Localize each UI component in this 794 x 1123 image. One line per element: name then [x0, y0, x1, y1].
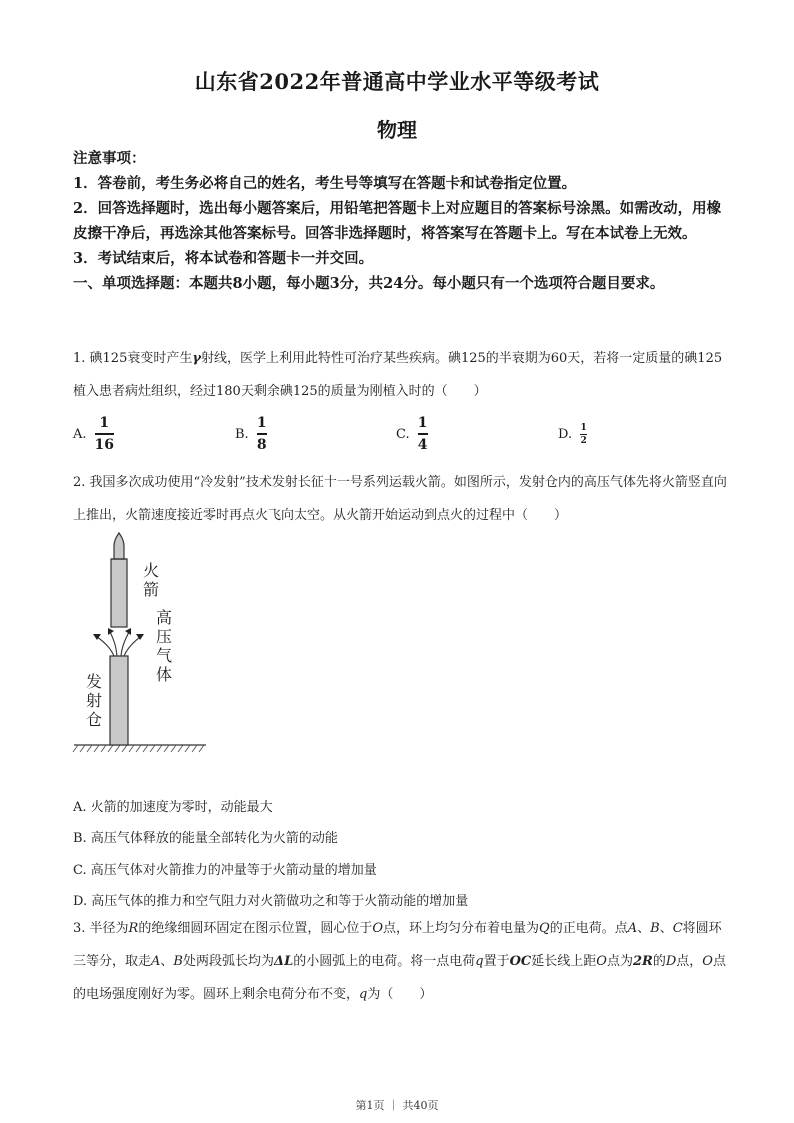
- q2-option-b[interactable]: B. 高压气体释放的能量全部转化为火箭的动能: [73, 831, 338, 846]
- label-rocket-2: 箭: [143, 582, 160, 599]
- symbol-Q: Q: [539, 921, 550, 936]
- fraction: [580, 423, 587, 446]
- gamma-symbol: γ: [192, 351, 201, 366]
- rocket-launch-diagram: [70, 532, 210, 762]
- fraction: [95, 415, 114, 453]
- symbol-O: O: [596, 954, 607, 969]
- option-label: D.: [558, 426, 573, 442]
- fraction: [257, 415, 267, 453]
- page-title: 山东省2022年普通高中学业水平等级考试: [194, 69, 600, 94]
- label-silo-1: 发: [86, 674, 103, 691]
- numerator: 1: [417, 415, 428, 432]
- q3-seg: 置于: [483, 954, 510, 969]
- option-label: B.: [235, 426, 249, 442]
- q3-seg: 点，: [676, 954, 703, 969]
- symbol-B: B: [650, 921, 660, 936]
- label-gas-1: 高: [156, 610, 173, 627]
- rocket-nose: [114, 533, 124, 559]
- q1-option-a[interactable]: [73, 412, 114, 456]
- question-3: [73, 912, 733, 1011]
- q3-seg: 为（ ）: [367, 987, 433, 1002]
- q3-text: [73, 912, 733, 1011]
- symbol-D: D: [665, 954, 677, 969]
- gas-arrowheads: [93, 628, 144, 640]
- fraction: [418, 415, 428, 453]
- denominator: 8: [256, 436, 267, 453]
- symbol-delta-l: ΔL: [274, 954, 294, 969]
- fraction-bar: [95, 433, 114, 435]
- q3-seg: 延长线上距: [531, 954, 597, 969]
- q2-text: 2. 我国多次成功使用“冷发射”技术发射长征十一号系列运载火箭。如图所示，发射仓内的高压气体先将火箭竖直向上推出，火箭速度接近零时再点火飞向太空。从火箭开始运动到点火的过程中（ ）: [73, 475, 727, 523]
- symbol-O: O: [702, 954, 713, 969]
- subject-title: 物理: [377, 118, 417, 142]
- denominator: 16: [94, 436, 115, 453]
- numerator: 1: [99, 415, 110, 432]
- q1-text-before: 1. 碘125衰变时产生: [73, 351, 193, 366]
- q3-seg: 的正电荷。点: [549, 921, 628, 936]
- fraction-bar: [580, 434, 587, 435]
- numerator: 1: [580, 422, 587, 433]
- fraction-bar: [418, 433, 428, 435]
- question-1: [73, 342, 733, 408]
- q3-seg: 点为: [606, 954, 633, 969]
- q2-option-a[interactable]: A. 火箭的加速度为零时，动能最大: [73, 800, 273, 815]
- label-silo-2: 射: [86, 693, 103, 710]
- q3-seg: 、: [659, 921, 673, 936]
- label-gas: [156, 608, 176, 684]
- q1-options: [73, 412, 733, 456]
- page-footer: 第1页 ｜ 共40页: [355, 1099, 439, 1112]
- symbol-A: A: [627, 921, 638, 936]
- ground-hatching: [73, 745, 204, 752]
- option-label: C.: [396, 426, 410, 442]
- rocket-body: [111, 559, 127, 627]
- q3-seg: 、: [637, 921, 651, 936]
- label-silo-3: 仓: [86, 712, 103, 729]
- q3-seg: 的: [652, 954, 666, 969]
- fraction-bar: [257, 433, 267, 435]
- q3-seg: 的绝缘细圆环固定在图示位置，圆心位于: [138, 921, 373, 936]
- q3-seg: 点，环上均匀分布着电量为: [383, 921, 540, 936]
- symbol-A: A: [151, 954, 161, 969]
- q3-seg: 、: [160, 954, 174, 969]
- symbol-O: O: [372, 921, 384, 936]
- q1-option-c[interactable]: [396, 412, 428, 456]
- label-rocket-1: 火: [143, 563, 160, 580]
- symbol-C: C: [672, 921, 683, 936]
- q1-option-b[interactable]: [235, 412, 267, 456]
- q3-seg: 将圆环三等分，取走: [73, 921, 722, 969]
- option-label: A.: [73, 426, 87, 442]
- symbol-OC: OC: [509, 954, 532, 969]
- symbol-2R: 2R: [632, 954, 653, 969]
- q2-option-c[interactable]: C. 高压气体对火箭推力的冲量等于火箭动量的增加量: [73, 863, 377, 878]
- denominator: 2: [580, 435, 587, 446]
- q3-seg: 的小圆弧上的电荷。将一点电荷: [293, 954, 476, 969]
- q2-option-d[interactable]: D. 高压气体的推力和空气阻力对火箭做功之和等于火箭动能的增加量: [73, 894, 469, 909]
- launch-silo: [110, 656, 128, 745]
- q3-seg: 3. 半径为: [73, 921, 129, 936]
- question-2: [73, 466, 733, 532]
- q3-seg: 处两段弧长均为: [182, 954, 274, 969]
- section-heading: 一、单项选择题：本题共8小题，每小题3分，共24分。每小题只有一个选项符合题目要求。: [73, 275, 665, 292]
- label-silo: [86, 673, 106, 729]
- symbol-B: B: [173, 954, 183, 969]
- symbol-q: q: [475, 954, 484, 969]
- notice-heading: 注意事项：: [73, 150, 146, 167]
- label-gas-4: 体: [156, 667, 173, 684]
- q3-seg: 点的电场强度刚好为零。圆环上剩余电荷分布不变，: [73, 954, 726, 1002]
- notice-block: [73, 146, 723, 296]
- notice-item-1: 1．答卷前，考生务必将自己的姓名，考生号等填写在答题卡和试卷指定位置。: [73, 175, 577, 192]
- numerator: 1: [256, 415, 267, 432]
- denominator: 4: [417, 436, 428, 453]
- label-gas-3: 气: [156, 648, 173, 665]
- notice-item-3: 3．考试结束后，将本试卷和答题卡一并交回。: [73, 250, 374, 267]
- q1-text-after: 射线，医学上利用此特性可治疗某些疾病。碘125的半衰期为60天，若将一定质量的碘125植入患者病灶组织，经过180天剩余碘125的质量为刚植入时的（ ）: [73, 351, 723, 399]
- gas-arrows: [96, 632, 141, 656]
- symbol-R: R: [128, 921, 139, 936]
- label-rocket: [143, 562, 163, 599]
- q1-option-d[interactable]: [558, 412, 587, 456]
- symbol-q: q: [359, 987, 368, 1002]
- notice-item-2: 2．回答选择题时，选出每小题答案后，用铅笔把答题卡上对应题目的答案标号涂黑。如需改动，用橡皮擦干净后，再选涂其他答案标号。回答非选择题时，将答案写在答题卡上。写在本试卷上无效。: [73, 200, 722, 242]
- label-gas-2: 压: [156, 629, 173, 646]
